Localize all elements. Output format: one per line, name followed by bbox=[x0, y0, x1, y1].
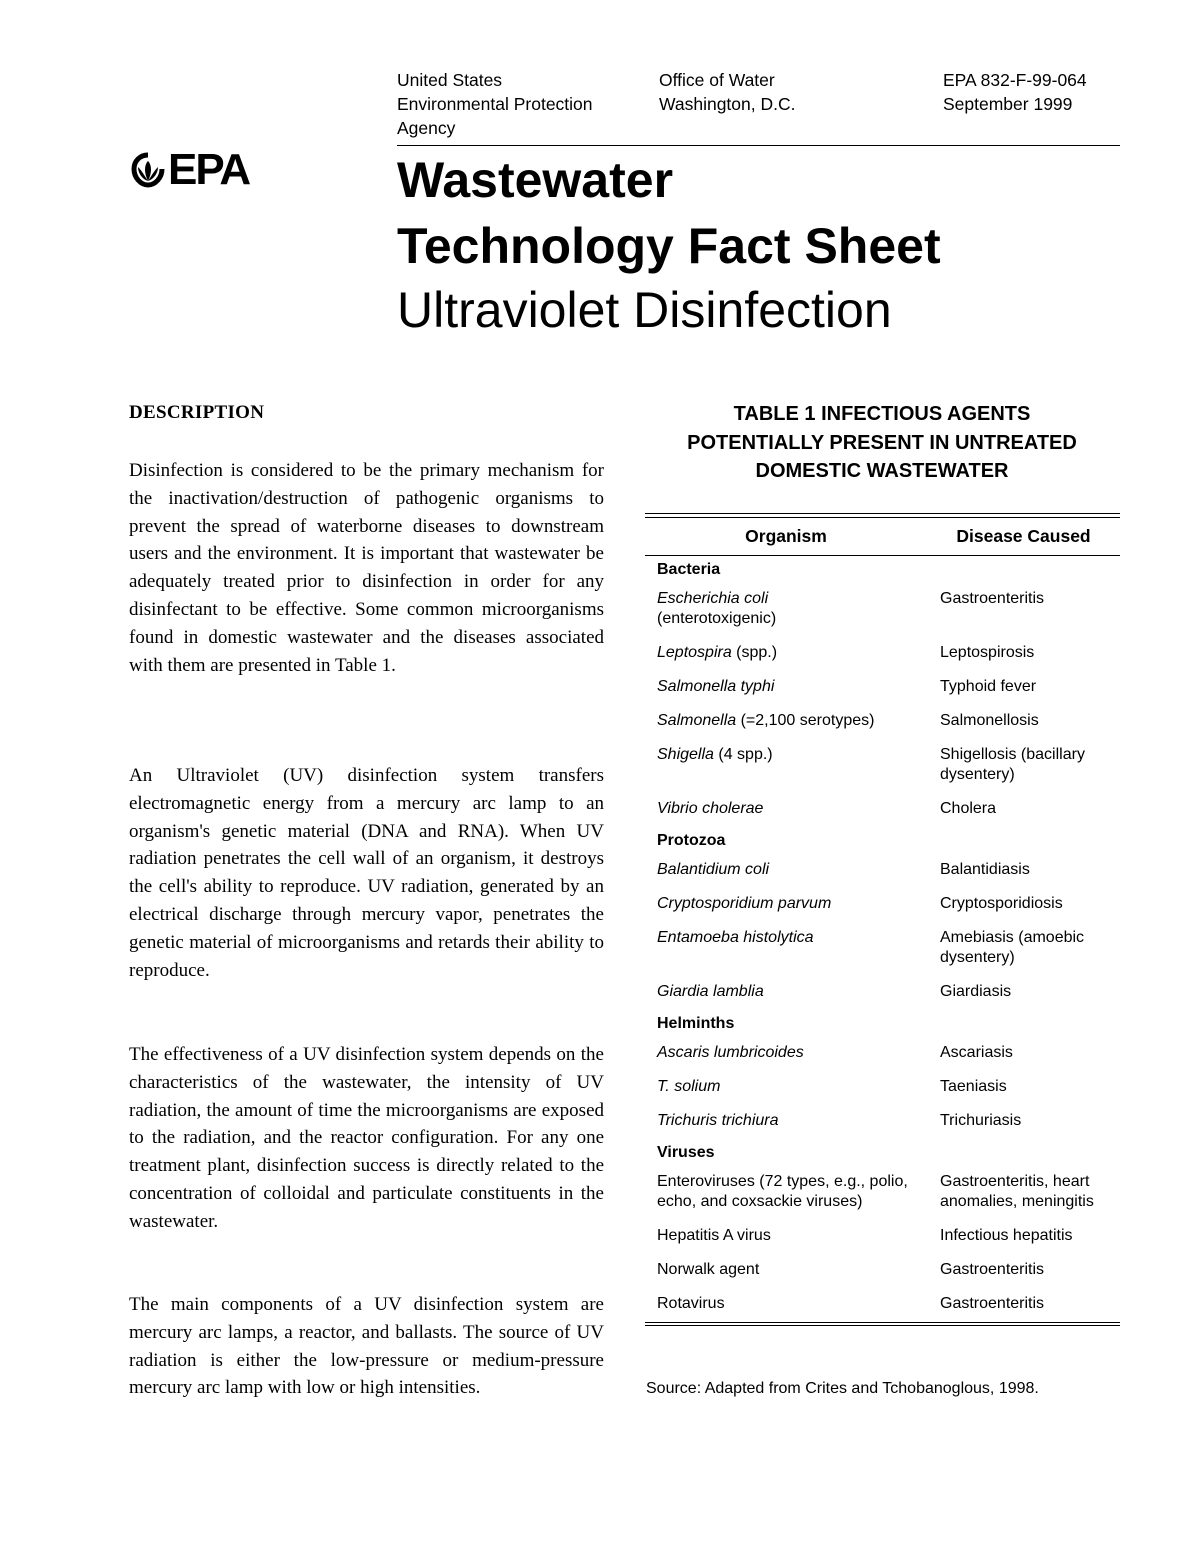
disease-cell: Infectious hepatitis bbox=[940, 1227, 1073, 1244]
organism-cell bbox=[645, 1294, 929, 1314]
table-source: Source: Adapted from Crites and Tchobanoglous, 1998. bbox=[646, 1380, 1039, 1397]
header-doc-info bbox=[943, 68, 1087, 116]
table-header-row bbox=[645, 518, 1120, 556]
subtitle: Ultraviolet Disinfection bbox=[397, 282, 892, 338]
organism-name: Shigella bbox=[657, 746, 714, 763]
doc-date: September 1999 bbox=[943, 94, 1073, 114]
organism-suffix: (4 spp.) bbox=[713, 746, 773, 763]
epa-flower-icon bbox=[130, 151, 166, 189]
description-paragraph-4: The main components of a UV disinfection system are mercury arc lamps, a reactor, and ballasts. The source of UV radiation is either the low-pressure or medium-pressure mercury arc lamp with low or high intensities. bbox=[129, 1294, 604, 1399]
disease-cell: Trichuriasis bbox=[940, 1112, 1022, 1129]
disease-cell: Cholera bbox=[940, 800, 997, 817]
organism-cell bbox=[645, 589, 929, 629]
table-row bbox=[645, 1071, 1120, 1105]
organism-cell bbox=[645, 1260, 929, 1280]
epa-logo bbox=[130, 145, 249, 195]
organism-suffix: Hepatitis A virus bbox=[657, 1227, 771, 1244]
table-row bbox=[645, 1220, 1120, 1254]
table-row bbox=[645, 1037, 1120, 1071]
table-title-line-3: DOMESTIC WASTEWATER bbox=[755, 460, 1009, 482]
epa-logo-text: EPA bbox=[168, 145, 250, 194]
organism-cell bbox=[645, 860, 929, 880]
description-paragraph-2: An Ultraviolet (UV) disinfection system transfers electromagnetic energy from a mercury arc lamp to an organism's genetic material (DNA and RNA). When UV radiation penetrates the cell wall of an organism, it destroys the cell's ability to reproduce. UV radiation, generated by an electrical discharge through mercury vapor, penetrates the genetic material of microorganisms and retards their ability to reproduce. bbox=[129, 765, 604, 981]
header-office bbox=[659, 68, 796, 116]
agency-line-2: Environmental Protection bbox=[397, 94, 593, 114]
organism-name: Giardia lamblia bbox=[657, 983, 764, 1000]
table-row bbox=[645, 854, 1120, 888]
organism-cell bbox=[645, 799, 929, 819]
table-category: Bacteria bbox=[657, 561, 721, 578]
office-line-2: Washington, D.C. bbox=[659, 94, 796, 114]
table-row bbox=[645, 1288, 1120, 1322]
organism-name: Trichuris trichiura bbox=[657, 1112, 779, 1129]
title-line-1: Wastewater bbox=[397, 152, 674, 208]
table-row bbox=[645, 976, 1120, 1010]
table-row bbox=[645, 637, 1120, 671]
table-row bbox=[645, 1166, 1120, 1220]
doc-number: EPA 832-F-99-064 bbox=[943, 70, 1087, 90]
disease-cell: Amebiasis (amoebic dysentery) bbox=[940, 929, 1085, 966]
table-title-line-1: TABLE 1 INFECTIOUS AGENTS bbox=[733, 403, 1031, 425]
organism-suffix: (=2,100 serotypes) bbox=[736, 712, 875, 729]
header-disease: Disease Caused bbox=[956, 526, 1091, 546]
organism-name: Leptospira bbox=[657, 644, 732, 661]
table-title bbox=[643, 400, 1121, 486]
agency-line-1: United States bbox=[397, 70, 503, 90]
disease-cell: Gastroenteritis bbox=[940, 1261, 1045, 1278]
organism-cell bbox=[645, 1077, 929, 1097]
disease-cell: Giardiasis bbox=[940, 983, 1012, 1000]
table-row bbox=[645, 739, 1120, 793]
organism-cell bbox=[645, 928, 929, 968]
organism-name: Entamoeba histolytica bbox=[657, 929, 814, 946]
table-category: Helminths bbox=[657, 1015, 735, 1032]
header-organism: Organism bbox=[745, 526, 827, 546]
disease-cell: Leptospirosis bbox=[940, 644, 1035, 661]
organism-note: (enterotoxigenic) bbox=[657, 610, 777, 627]
table-category: Protozoa bbox=[657, 832, 726, 849]
organism-cell bbox=[645, 982, 929, 1002]
organism-cell bbox=[645, 894, 929, 914]
organism-name: Ascaris lumbricoides bbox=[657, 1044, 804, 1061]
disease-cell: Cryptosporidiosis bbox=[940, 895, 1063, 912]
description-paragraph-1: Disinfection is considered to be the primary mechanism for the inactivation/destruction of pathogenic organisms to prevent the spread of waterborne diseases to downstream users and the environment. It is important that wastewater be adequately treated prior to disinfection in order for any disinfectant to be effective. Some common microorganisms found in domestic wastewater and the diseases associated with them are presented in Table 1. bbox=[129, 460, 604, 676]
table-row bbox=[645, 671, 1120, 705]
table-row bbox=[645, 583, 1120, 637]
table-row bbox=[645, 1105, 1120, 1139]
disease-cell: Gastroenteritis bbox=[940, 590, 1045, 607]
organism-name: Salmonella typhi bbox=[657, 678, 775, 695]
disease-cell: Salmonellosis bbox=[940, 712, 1039, 729]
header-rule bbox=[397, 145, 1120, 146]
organism-suffix: (spp.) bbox=[731, 644, 778, 661]
organism-suffix: Norwalk agent bbox=[657, 1261, 760, 1278]
organism-name: Balantidium coli bbox=[657, 861, 770, 878]
table-body bbox=[645, 556, 1120, 1322]
organism-suffix: Enteroviruses (72 types, e.g., polio, echo, and coxsackie viruses) bbox=[657, 1173, 908, 1210]
disease-cell: Gastroenteritis bbox=[940, 1295, 1045, 1312]
table-category: Viruses bbox=[657, 1144, 715, 1161]
table-row bbox=[645, 793, 1120, 827]
disease-cell: Balantidiasis bbox=[940, 861, 1030, 878]
disease-cell: Ascariasis bbox=[940, 1044, 1013, 1061]
organism-name: Cryptosporidium parvum bbox=[657, 895, 832, 912]
disease-cell: Gastroenteritis, heart anomalies, meningitis bbox=[940, 1173, 1094, 1210]
description-paragraph-3: The effectiveness of a UV disinfection system depends on the characteristics of the wastewater, the intensity of UV radiation, the amount of time the microorganisms are exposed to the radiation, and the reactor configuration. For any one treatment plant, disinfection success is directly related to the concentration of colloidal and particulate constituents in the wastewater. bbox=[129, 1044, 604, 1232]
table-bottom-rule bbox=[645, 1322, 1120, 1326]
office-line-1: Office of Water bbox=[659, 70, 775, 90]
title-line-2: Technology Fact Sheet bbox=[397, 218, 941, 274]
organism-cell bbox=[645, 745, 929, 785]
organism-cell bbox=[645, 711, 929, 731]
agency-line-3: Agency bbox=[397, 118, 456, 138]
table-row bbox=[645, 888, 1120, 922]
table-row bbox=[645, 1254, 1120, 1288]
organism-cell bbox=[645, 1172, 929, 1212]
organism-name: T. solium bbox=[657, 1078, 721, 1095]
organism-cell bbox=[645, 1226, 929, 1246]
table-row bbox=[645, 922, 1120, 976]
organism-name: Escherichia coli bbox=[657, 590, 769, 607]
organism-name: Salmonella bbox=[657, 712, 737, 729]
disease-cell: Taeniasis bbox=[940, 1078, 1007, 1095]
table-title-line-2: POTENTIALLY PRESENT IN UNTREATED bbox=[687, 431, 1077, 454]
organism-cell bbox=[645, 677, 929, 697]
organism-cell bbox=[645, 1043, 929, 1063]
disease-cell: Shigellosis (bacillary dysentery) bbox=[940, 746, 1085, 783]
organism-cell bbox=[645, 643, 929, 663]
organism-cell bbox=[645, 1111, 929, 1131]
infectious-agents-table bbox=[645, 513, 1120, 1326]
description-heading: DESCRIPTION bbox=[129, 402, 265, 423]
header-agency bbox=[397, 68, 593, 140]
organism-name: Vibrio cholerae bbox=[657, 800, 764, 817]
organism-suffix: Rotavirus bbox=[657, 1295, 725, 1312]
table-row bbox=[645, 705, 1120, 739]
disease-cell: Typhoid fever bbox=[940, 678, 1037, 695]
